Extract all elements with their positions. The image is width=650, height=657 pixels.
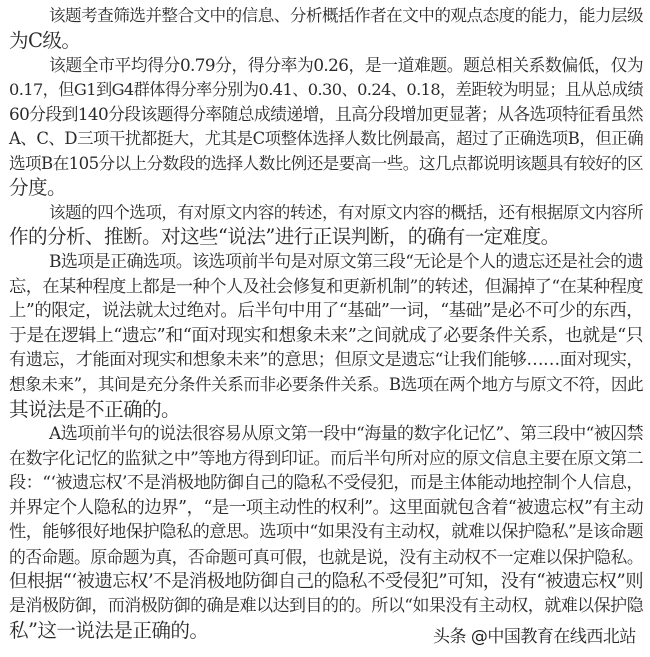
text-line: 忘，在某种程度上都是一种个人及社会修复和更新机制”的转述，但漏掉了“在某种程度 <box>9 276 643 297</box>
text-line: 想象未来”，其间是充分条件关系而非必要条件关系。B选项在两个地方与原文不符，因此 <box>9 374 643 394</box>
text-line: 该题全市平均得分0.79分，得分率为0.26，是一道难题。题总相关系数偏低，仅为 <box>49 55 643 76</box>
text-line: A选项前半句的说法很容易从原文第一段中“海量的数字化记忆”、第三段中“被囚禁 <box>49 424 643 445</box>
document-body <box>9 4 643 643</box>
text-line: 但根据“‘被遗忘权’不是消极地防御自己的隐私不受侵犯”可知，没有“被遗忘权”则 <box>9 570 643 592</box>
text-line: 在数字化记忆的监狱之中”等地方得到印证。而后半句所对应的原文信息主要在原文第二 <box>9 448 643 469</box>
text-line: 该题的四个选项，有对原文内容的转述，有对原文内容的概括，还有根据原文内容所 <box>49 202 643 222</box>
text-line: 的否命题。原命题为真，否命题可真可假，也就是说，没有主动权不一定难以保护隐私。 <box>9 547 643 568</box>
text-line: 性，能够很好地保护隐私的意思。选项中“如果没有主动权，就难以保护隐私”是该命题 <box>9 522 643 543</box>
text-line: 其说法是不正确的。 <box>9 397 180 421</box>
text-line: 60分段到140分段该题得分率随总成绩递增，且高分段增加更显著；从各选项特征看虽然 <box>9 104 643 125</box>
text-line: A、C、D三项干扰都挺大，尤其是C项整体选择人数比例最高，超过了正确选项B，但正确 <box>9 128 643 148</box>
text-line: 选项B在105分以上分数段的选择人数比例还是要高一些。这几点都说明该题具有较好的区 <box>9 153 643 173</box>
text-line: 分度。 <box>9 176 66 200</box>
source-watermark: 头条 @中国教育在线西北站 <box>433 627 636 647</box>
text-line: 于是在逻辑上“遗忘”和“面对现实和想象未来”之间就成了必要条件关系，也就是“只 <box>9 324 643 346</box>
text-line: 该题考查筛选并整合文中的信息、分析概括作者在文中的观点态度的能力，能力层级 <box>49 6 643 25</box>
text-line: 私”这一说法是正确的。 <box>9 618 209 642</box>
text-line: B选项是正确选项。该选项前半句是对原文第三段“无论是个人的遗忘还是社会的遗 <box>49 251 643 272</box>
text-line: 有遗忘，才能面对现实和想象未来”的意思；但原文是遗忘“让我们能够……面对现实， <box>9 350 643 371</box>
text-line: 作的分析、推断。对这些“说法”进行正误判断，的确有一定难度。 <box>9 225 560 249</box>
text-line: 并界定个人隐私的边界”，“是一项主动性的权利”。这里面就包含着“被遗忘权”有主动 <box>9 497 643 518</box>
text-line: 0.17，但G1到G4群体得分率分别为0.41、0.30、0.24、0.18，差距较为明显；且从总成绩 <box>9 79 643 99</box>
text-line: 段：“‘被遗忘权’不是消极地防御自己的隐私不受侵犯，而是主体能动地控制个人信息， <box>9 473 643 494</box>
text-line: 为C级。 <box>9 28 81 52</box>
text-line: 上”的限定，说法就太过绝对。后半句中用了“基础”一词，“基础”是必不可少的东西， <box>9 301 643 322</box>
text-line: 是消极防御，而消极防御的确是难以达到目的的。所以“如果没有主动权，就难以保护隐 <box>9 596 643 617</box>
